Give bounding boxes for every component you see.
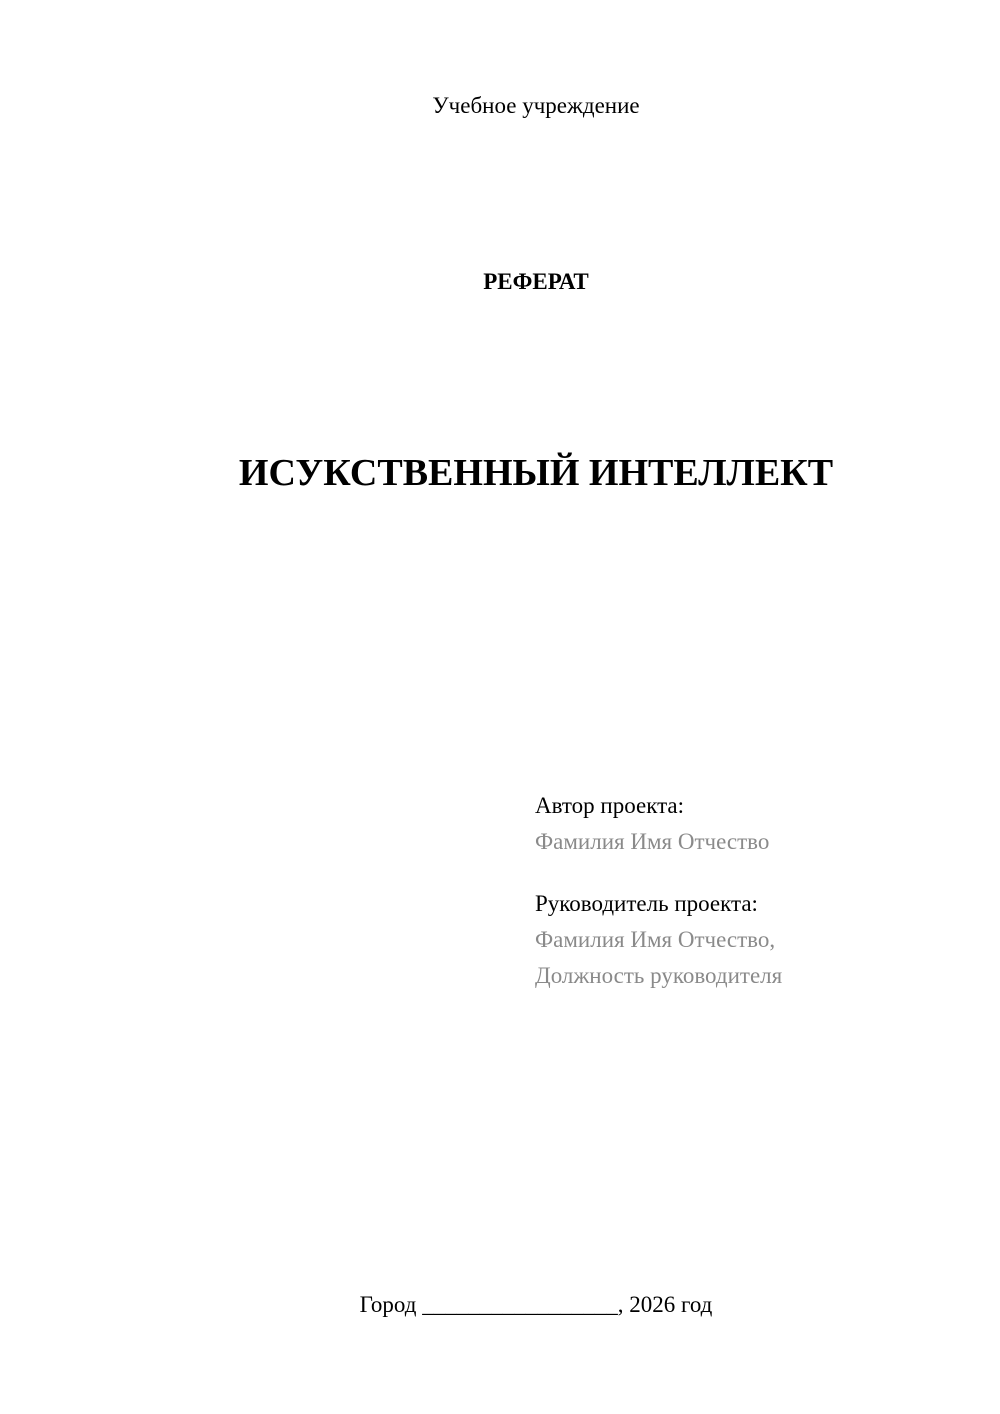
author-name-placeholder: Фамилия Имя Отчество [535, 829, 770, 854]
spacer [535, 860, 975, 886]
supervisor-position-placeholder: Должность руководителя [535, 963, 783, 988]
institution-name: Учебное учреждение [432, 93, 640, 118]
author-block [535, 788, 975, 994]
document-title: ИСУКСТВЕННЫЙ ИНТЕЛЛЕКТ [238, 452, 834, 494]
document-type: РЕФЕРАТ [483, 269, 589, 294]
supervisor-name-placeholder: Фамилия Имя Отчество, [535, 927, 776, 952]
supervisor-label: Руководитель проекта: [535, 891, 758, 916]
author-label: Автор проекта: [535, 793, 684, 818]
city-year-line: Город _________________, 2026 год [359, 1292, 713, 1317]
